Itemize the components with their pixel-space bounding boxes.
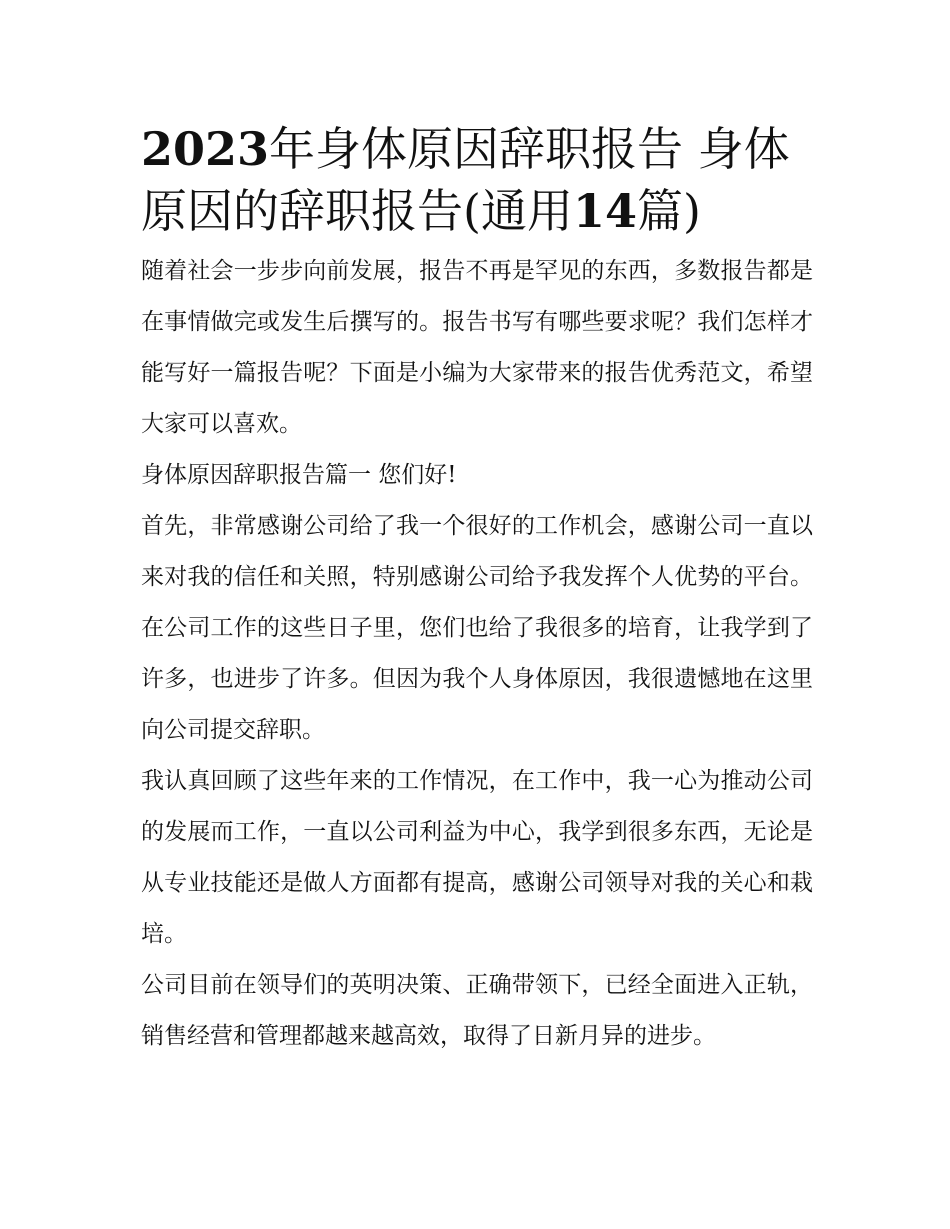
paragraph-section-heading: 身体原因辞职报告篇一 您们好! bbox=[141, 462, 457, 488]
paragraph-intro: 随着社会一步步向前发展，报告不再是罕见的东西，多数报告都是在事情做完或发生后撰写的。报告书写有哪些要求呢？我们怎样才能写好一篇报告呢？下面是小编为大家带来的报告优秀范文，希望大家可以喜欢。 bbox=[141, 258, 813, 437]
paragraph-review: 我认真回顾了这些年来的工作情况，在工作中，我一心为推动公司的发展而工作，一直以公司利益为中心，我学到很多东西，无论是从专业技能还是做人方面都有提高，感谢公司领导对我的关心和栽培。 bbox=[141, 768, 813, 947]
paragraph-company-status: 公司目前在领导们的英明决策、正确带领下，已经全面进入正轨，销售经营和管理都越来越高效，取得了日新月异的进步。 bbox=[141, 972, 813, 1049]
document-page bbox=[141, 118, 813, 1062]
paragraph-gratitude: 首先，非常感谢公司给了我一个很好的工作机会，感谢公司一直以来对我的信任和关照，特别感谢公司给予我发挥个人优势的平台。在公司工作的这些日子里，您们也给了我很多的培育，让我学到了许多，也进步了许多。但因为我个人身体原因，我很遗憾地在这里向公司提交辞职。 bbox=[141, 513, 813, 743]
document-title: 2023年身体原因辞职报告 身体原因的辞职报告(通用14篇) bbox=[141, 122, 790, 238]
